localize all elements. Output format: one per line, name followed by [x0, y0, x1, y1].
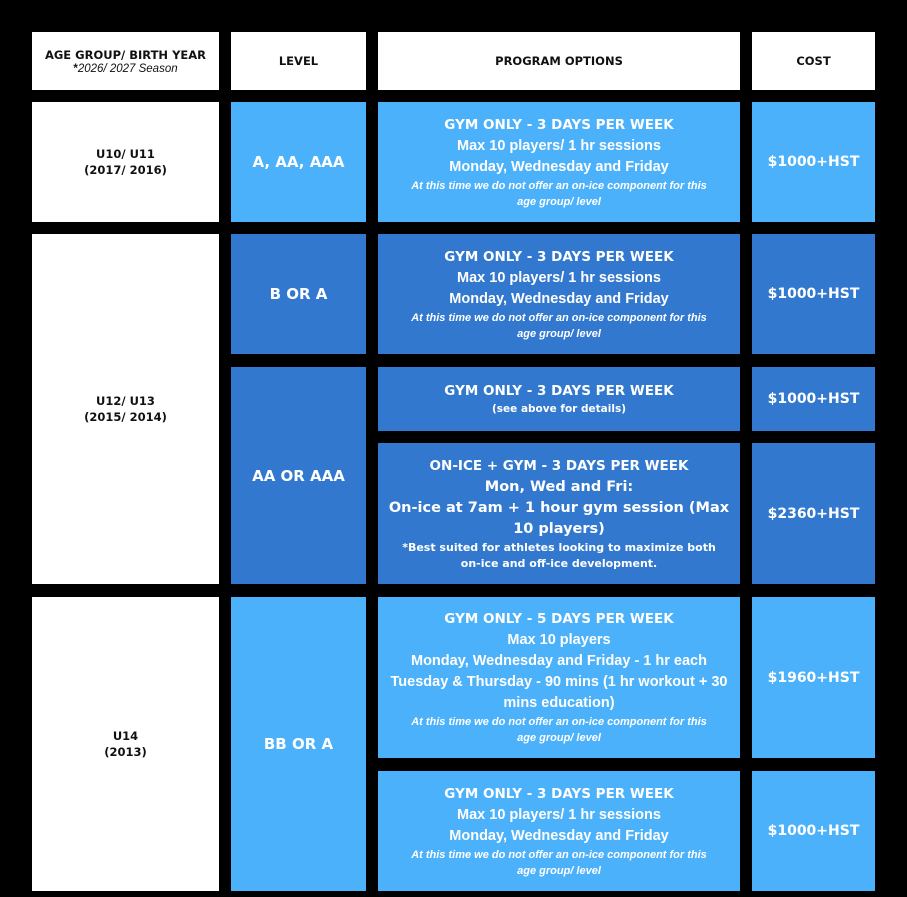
program-title: GYM ONLY - 3 DAYS PER WEEK [444, 248, 674, 265]
program-cell [378, 443, 740, 584]
program-line: On-ice at 7am + 1 hour gym session (Max 10 players) [388, 499, 730, 537]
header-level-label: LEVEL [278, 53, 319, 68]
cost-cell [752, 367, 875, 431]
program-note: At this time we do not offer an on-ice component for this age group/ level [411, 179, 707, 208]
program-line: Max 10 players/ 1 hr sessions [457, 137, 661, 154]
level-cell [231, 597, 366, 891]
header-season [73, 63, 177, 75]
cost-cell [752, 771, 875, 891]
header-age-group [32, 32, 219, 90]
program-line: Max 10 players/ 1 hr sessions [457, 806, 661, 823]
age-group-years: (2013) [104, 745, 147, 759]
cost-cell [752, 597, 875, 758]
program-line: Monday, Wednesday and Friday [449, 158, 669, 175]
age-group-u12-u13 [32, 234, 219, 584]
level-label: AA OR AAA [252, 466, 345, 485]
age-group-years: (2015/ 2014) [84, 410, 167, 424]
cost-cell [752, 102, 875, 222]
age-group-name: U10/ U11 [96, 147, 155, 161]
header-age-group-label: AGE GROUP/ BIRTH YEAR [44, 47, 207, 62]
age-group-name: U12/ U13 [96, 394, 155, 408]
program-title: GYM ONLY - 3 DAYS PER WEEK [444, 116, 674, 133]
program-line: Max 10 players/ 1 hr sessions [457, 269, 661, 286]
cost-cell [752, 234, 875, 354]
age-group-years: (2017/ 2016) [84, 163, 167, 177]
program-title: ON-ICE + GYM - 3 DAYS PER WEEK [429, 457, 689, 474]
level-label: A, AA, AAA [252, 153, 345, 171]
program-note: At this time we do not offer an on-ice component for this age group/ level [411, 848, 707, 877]
program-line: Monday, Wednesday and Friday [449, 290, 669, 307]
program-line: Max 10 players [507, 632, 611, 648]
program-title: GYM ONLY - 3 DAYS PER WEEK [444, 383, 674, 399]
program-note: At this time we do not offer an on-ice component for this age group/ level [411, 716, 707, 744]
program-cell [378, 367, 740, 431]
level-cell [231, 102, 366, 222]
age-group-u14 [32, 597, 219, 891]
level-label: B OR A [269, 285, 328, 303]
age-group-name: U14 [112, 729, 139, 743]
program-cell [378, 102, 740, 222]
header-level [231, 32, 366, 90]
program-line: Mon, Wed and Fri: [484, 478, 634, 495]
header-cost-label: COST [796, 53, 831, 68]
program-note: At this time we do not offer an on-ice component for this age group/ level [411, 311, 707, 340]
header-program-options-label: PROGRAM OPTIONS [495, 53, 623, 68]
program-cell [378, 597, 740, 758]
age-group-u10-u11 [32, 102, 219, 222]
cost-label: $1000+HST [767, 154, 860, 170]
cost-label: $1960+HST [767, 669, 860, 686]
level-label: BB OR A [263, 735, 334, 753]
cost-label: $1000+HST [767, 391, 860, 407]
program-cell [378, 771, 740, 891]
program-title: GYM ONLY - 3 DAYS PER WEEK [444, 785, 674, 802]
header-program-options [378, 32, 740, 90]
cost-label: $1000+HST [767, 286, 860, 302]
level-cell [231, 367, 366, 584]
program-line: Tuesday & Thursday - 90 mins (1 hr workout + 30 mins education) [390, 674, 728, 711]
cost-cell [752, 443, 875, 584]
program-cell [378, 234, 740, 354]
season-label: 2026/ 2027 Season [77, 62, 178, 75]
cost-label: $2360+HST [767, 505, 860, 522]
header-cost [752, 32, 875, 90]
program-note: *Best suited for athletes looking to maximize both on-ice and off-ice development. [402, 540, 716, 570]
program-title: GYM ONLY - 5 DAYS PER WEEK [444, 611, 674, 627]
program-line: Monday, Wednesday and Friday [449, 827, 669, 844]
cost-label: $1000+HST [767, 823, 860, 839]
level-cell [231, 234, 366, 354]
program-line: Monday, Wednesday and Friday - 1 hr each [411, 653, 707, 669]
program-subtitle: (see above for details) [492, 403, 626, 415]
season-star: * [73, 62, 78, 75]
